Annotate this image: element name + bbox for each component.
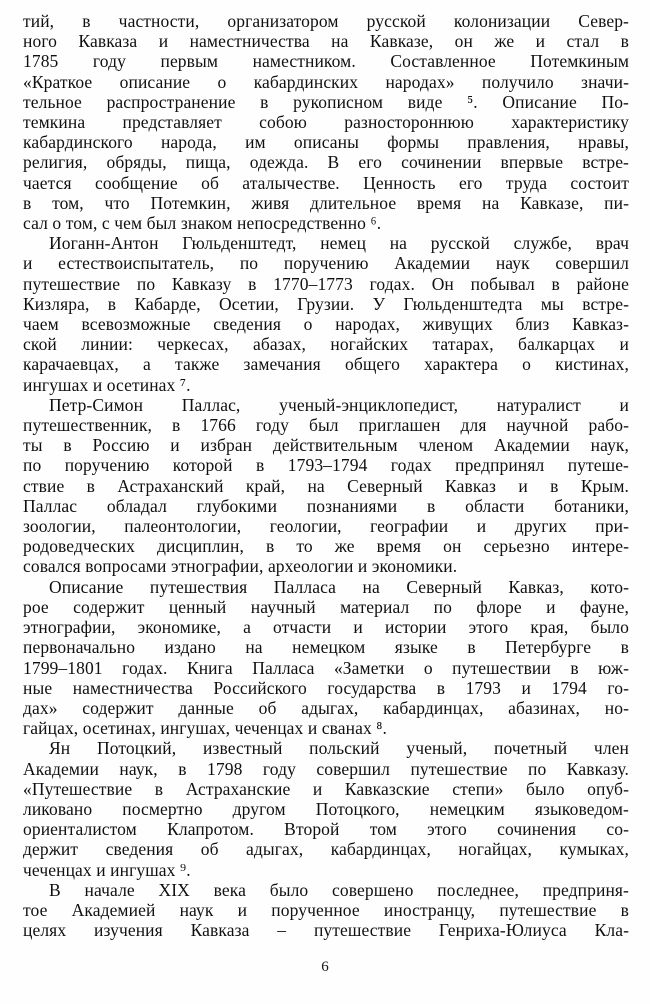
- text-line: тий, в частности, организатором русской колонизации Север-: [23, 11, 629, 31]
- text-line: гайцах, осетинах, ингушах, чеченцах и сванах ⁸.: [23, 718, 387, 739]
- text-line: дах» содержит данные об адыгах, кабардинцах, абазинах, но-: [23, 697, 629, 718]
- text-line: ного Кавказа и наместничества на Кавказе, он же и стал в: [23, 31, 629, 52]
- text-line: Ян Потоцкий, известный польский ученый, почетный член: [49, 738, 629, 759]
- text-line: Петр-Симон Паллас, ученый-энциклопедист, натуралист и: [49, 394, 629, 415]
- text-line: тельное распространение в рукописном виде ⁵. Описание По-: [23, 91, 629, 112]
- paragraph: [23, 880, 629, 941]
- text-line: совался вопросами этнографии, археологии и экономики.: [23, 556, 458, 577]
- text-line: ты в Россию и избран действительным членом Академии наук,: [23, 435, 629, 456]
- text-line: карачаевцах, а также замечания общего характера о кистинах,: [23, 354, 629, 375]
- text-line: первоначально издано на немецком языке в Петербурге в: [23, 637, 629, 658]
- text-line: кабардинского народа, им описаны формы правления, нравы,: [23, 132, 629, 153]
- text-line: В начале XIX века было совершено последнее, предприня-: [49, 879, 629, 900]
- text-line: темкина представляет собою разностороннюю характеристику: [23, 112, 629, 133]
- paragraph: [23, 11, 629, 233]
- text-line: и естествоиспытатель, по поручению Академии наук совершил: [23, 253, 629, 274]
- text-line: религия, обряды, пища, одежда. В его сочинении впервые встре-: [23, 152, 629, 173]
- page-number: 6: [321, 959, 329, 975]
- text-line: чаем всевозможные сведения о народах, живущих близ Кавказ-: [23, 314, 629, 335]
- text-line: «Путешествие в Астраханские и Кавказские степи» было опуб-: [23, 778, 629, 799]
- text-line: зоологии, палеонтологии, геологии, географии и других при-: [23, 516, 629, 537]
- text-line: целях изучения Кавказа – путешествие Генриха-Юлиуса Кла-: [23, 920, 629, 941]
- text-line: сал о том, с чем был знаком непосредственно ⁶.: [23, 213, 382, 234]
- paragraph: [23, 395, 629, 577]
- paragraph: [23, 738, 629, 879]
- text-line: тое Академией наук и порученное иностранцу, путешествие в: [23, 899, 629, 920]
- text-line: чеченцах и ингушах ⁹.: [23, 859, 191, 880]
- text-line: ствие в Астраханский край, на Северный Кавказ и в Крым.: [23, 475, 629, 496]
- text-line: ориенталистом Клапротом. Второй том этого сочинения со-: [23, 819, 629, 840]
- text-line: Паллас обладал глубокими познаниями в области ботаники,: [23, 495, 629, 516]
- text-line: 1799–1801 годах. Книга Палласа «Заметки о путешествии в юж-: [23, 657, 629, 678]
- text-line: родоведческих дисциплин, в то же время он серьезно интере-: [23, 536, 629, 557]
- text-line: ингушах и осетинах ⁷.: [23, 374, 191, 395]
- text-line: по поручению которой в 1793–1794 годах предпринял путеше-: [23, 455, 629, 476]
- body-text: [23, 11, 629, 940]
- text-line: Описание путешествия Палласа на Северный Кавказ, кото-: [49, 576, 629, 597]
- text-line: «Краткое описание о кабардинских народах» получило значи-: [23, 71, 629, 92]
- text-line: держит сведения об адыгах, кабардинцах, ногайцах, кумыках,: [23, 839, 629, 860]
- paragraph: [23, 577, 629, 739]
- text-line: Кизляра, в Кабарде, Осетии, Грузии. У Гюльденштедта мы встре-: [23, 293, 629, 314]
- text-line: Академии наук, в 1798 году совершил путешествие по Кавказу.: [23, 758, 629, 779]
- text-line: ской линии: черкесах, абазах, ногайских татарах, балкарцах и: [23, 334, 629, 355]
- text-line: путешественник, в 1766 году был приглашен для научной рабо-: [23, 415, 629, 436]
- text-line: ные наместничества Российского государства в 1793 и 1794 го-: [23, 677, 629, 698]
- paragraph: [23, 233, 629, 395]
- text-line: в том, что Потемкин, живя длительное время на Кавказе, пи-: [23, 192, 629, 213]
- text-line: путешествие по Кавказу в 1770–1773 годах. Он побывал в районе: [23, 273, 629, 294]
- text-line: 1785 году первым наместником. Составленное Потемкиным: [23, 51, 629, 72]
- text-line: чается сообщение об аталычестве. Ценность его труда состоит: [23, 172, 629, 193]
- text-line: этнографии, экономике, а отчасти и истории этого края, было: [23, 617, 629, 638]
- text-line: Иоганн-Антон Гюльденштедт, немец на русской службе, врач: [49, 233, 629, 254]
- text-line: рое содержит ценный научный материал по флоре и фауне,: [23, 596, 629, 617]
- text-line: ликовано посмертно другом Потоцкого, немецким языковедом-: [23, 798, 629, 819]
